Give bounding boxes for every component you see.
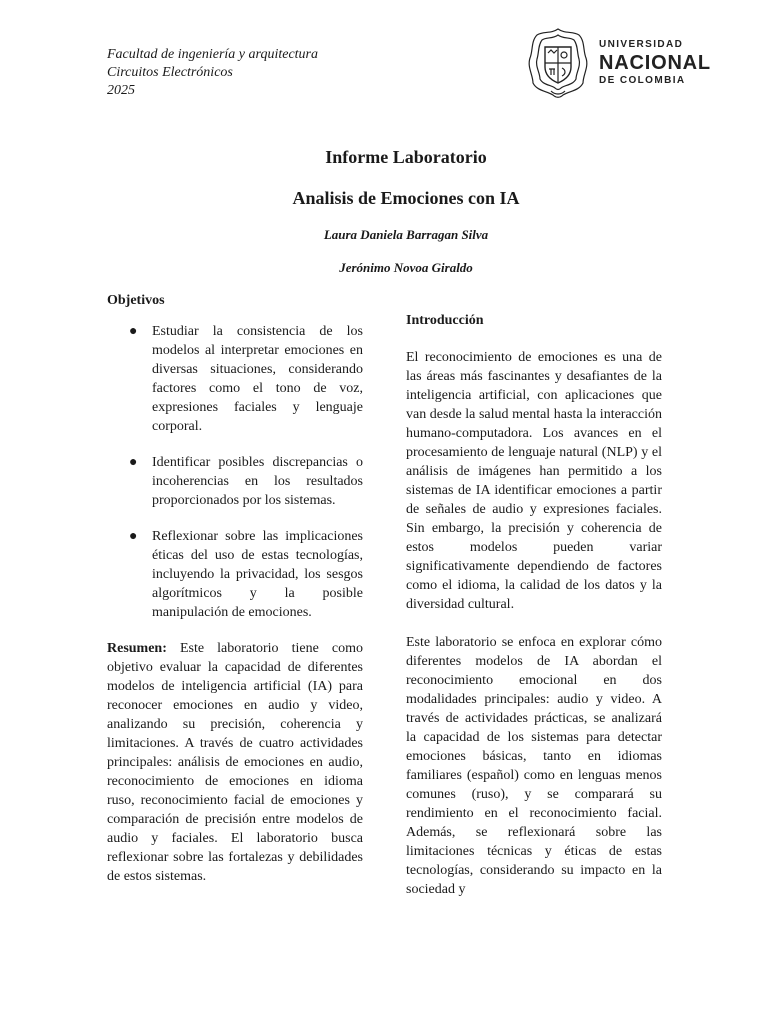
left-column [107,292,363,886]
university-seal-icon [525,25,591,101]
objective-text: Reflexionar sobre las implicaciones éticas del uso de estas tecnologías, incluyendo la privacidad, los sesgos algorítmicos y la posible manipulación de emociones. [152,529,363,620]
logo-line-universidad: UNIVERSIDAD [599,39,684,50]
bullet-icon: ● [129,324,138,339]
logo-line-nacional: NACIONAL [599,52,711,74]
introduction-paragraph: El reconocimiento de emociones es una de las áreas más fascinantes y desafiantes de la inteligencia artificial, con aplicaciones que van desde la salud mental hasta la interacción humano-computadora. Los avances en el procesamiento de lenguaje natural (NLP) y el análisis de imágenes han permitido a los sistemas de IA identificar emociones a partir de señales de audio y expresiones faciales. Sin embargo, la precisión y coherencia de estos modelos pueden variar significativamente dependiendo de factores como el idioma, la calidad de los datos y la diversidad cultural. [406,350,662,612]
course-name: Circuitos Electrónicos [107,65,233,80]
author-1: Laura Daniela Barragan Silva [323,227,489,242]
logo-line-colombia: DE COLOMBIA [599,75,686,86]
summary-label: Resumen: [107,641,167,656]
summary-text: Este laboratorio tiene como objetivo evaluar la capacidad de diferentes modelos de inteligencia artificial (IA) para reconocer emociones en audio y video, analizando su precisión, coherencia y limitaciones. A través de cuatro actividades principales: análisis de emociones en audio, reconocimiento de emociones en idioma ruso, reconocimiento facial de emociones y comparación de precisión entre modelos de audio y faciales. El laboratorio busca reflexionar sobre las fortalezas y debilidades de estos sistemas. [107,641,363,884]
list-item [107,527,363,622]
author-2: Jerónimo Novoa Giraldo [339,260,473,275]
faculty-name: Facultad de ingeniería y arquitectura [107,47,318,62]
bullet-icon: ● [129,455,138,470]
list-item [107,453,363,510]
introduction-paragraph: Este laboratorio se enfoca en explorar cómo diferentes modelos de IA abordan el reconocimiento emocional en dos modalidades principales: audio y video. A través de actividades prácticas, se analizará la capacidad de los sistemas para detectar emociones básicas, tanto en idiomas familiares (español) como en lenguas menos comunes (ruso), y se comparará su rendimiento en el reconocimiento facial. Además, se reflexionará sobre las limitaciones técnicas y éticas de estas tecnologías, considerando su impacto en la sociedad y [406,635,662,897]
document-year: 2025 [107,83,135,98]
objective-text: Estudiar la consistencia de los modelos al interpretar emociones en diversas situaciones, considerando factores como el tono de voz, expresiones faciales y lenguaje corporal. [152,324,363,434]
introduction-heading: Introducción [406,313,484,328]
summary-paragraph [107,639,363,886]
right-column [406,312,662,899]
document-header [107,46,318,100]
objective-text: Identificar posibles discrepancias o incoherencias en los resultados proporcionados por los sistemas. [152,455,363,508]
objectives-list [107,322,363,622]
bullet-icon: ● [129,529,138,544]
university-name [599,39,711,87]
university-logo [525,25,725,105]
objectives-heading: Objetivos [107,293,165,308]
document-subtitle: Analisis de Emociones con IA [292,188,520,208]
list-item [107,322,363,436]
document-title: Informe Laboratorio [325,147,487,167]
